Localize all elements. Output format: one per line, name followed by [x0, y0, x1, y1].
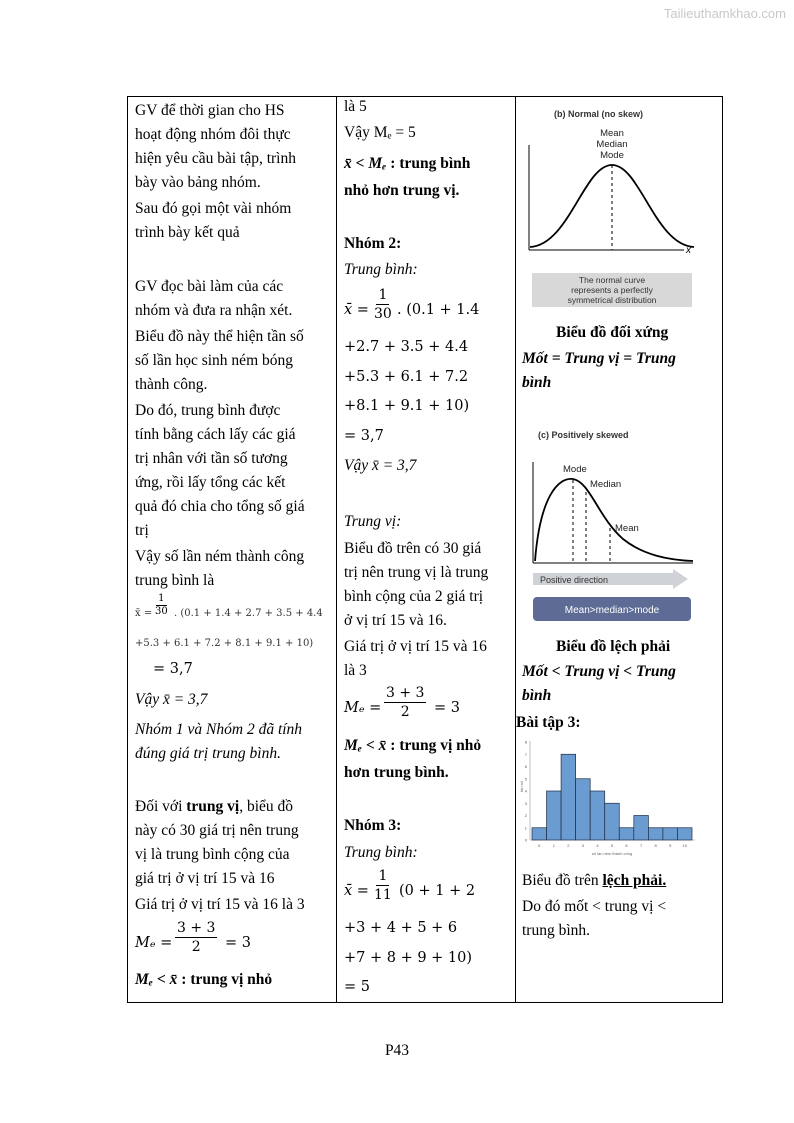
equation-line: = 5	[344, 979, 370, 995]
right-skew-rule: bình	[522, 687, 552, 704]
conclusion-line: x̄ < Mₑ : trung bình	[344, 155, 471, 172]
group-title: Nhóm 2:	[344, 235, 402, 252]
watermark: Tailieuthamkhao.com	[663, 6, 786, 21]
skew-mean-label: Mean	[615, 523, 639, 534]
histogram-bar	[619, 828, 634, 840]
x-tick-label: 4	[596, 843, 599, 848]
x-tick-label: 7	[639, 843, 643, 848]
equation-line: +2.7 + 3.5 + 4.4	[344, 339, 469, 355]
equation-line: (0 + 1 + 2	[399, 883, 476, 899]
histogram-bar	[663, 828, 678, 840]
y-tick-label: 6	[524, 764, 527, 769]
text-line: ứng, rồi lấy tổng các kết	[135, 474, 286, 491]
page-number: P43	[384, 1042, 410, 1059]
normal-curve-figure	[524, 105, 699, 310]
result-line: Vậy x̄ = 3,7	[135, 691, 208, 708]
equation-prefix: Mₑ =	[135, 935, 173, 951]
text-line: Giá trị ở vị trí 15 và 16 là 3	[135, 896, 305, 913]
symmetric-heading: Biểu đồ đối xứng	[556, 324, 669, 341]
x-tick-label: 2	[567, 843, 570, 848]
x-tick-label: 0	[538, 843, 541, 848]
histogram-bar	[576, 779, 591, 840]
right-skew-heading: Biểu đồ lệch phải	[556, 638, 671, 655]
text-line: vị là trung bình cộng của	[135, 846, 290, 863]
equation-line: +8.1 + 9.1 + 10)	[344, 398, 470, 414]
fraction: $\frac{1}{11}$	[374, 868, 392, 903]
equation-line: +5.3 + 6.1 + 7.2	[344, 369, 469, 385]
x-tick-label: 5	[610, 843, 614, 848]
y-tick-label: 3	[524, 800, 527, 806]
equation-line: . (0.1 + 1.4	[397, 302, 480, 318]
conclusion-line: Mₑ < x̄ : trung vị nhỏ	[344, 737, 482, 754]
x-tick-label: 1	[552, 843, 555, 848]
skew-median-label: Median	[590, 479, 622, 490]
fraction: $\frac{3 + 3}{2}$	[386, 685, 425, 720]
histogram-bar	[634, 816, 649, 841]
y-tick-label: 7	[524, 751, 527, 757]
text-line: Sau đó gọi một vài nhóm	[135, 200, 292, 217]
text-line: giá trị ở vị trí 15 và 16	[135, 870, 275, 887]
equation-line: +7 + 8 + 9 + 10)	[344, 950, 473, 966]
text-line: bình cộng của 2 giá trị	[344, 588, 484, 605]
text-line: này có 30 giá trị nên trung	[135, 822, 299, 839]
student-work-column	[337, 97, 516, 1002]
text-line: hoạt động nhóm đôi thực	[135, 126, 291, 143]
equation-line: = 3	[225, 935, 251, 951]
subheading: Trung vị:	[344, 513, 402, 530]
text-line: Do đó, trung bình được	[135, 402, 281, 419]
histogram-bar	[547, 791, 562, 840]
normal-median-label: Median	[596, 139, 628, 150]
fraction: $\frac{1}{30}$	[374, 287, 392, 322]
normal-mode-label: Mode	[600, 150, 624, 161]
text-line: GV đọc bài làm của các	[135, 278, 284, 295]
x-tick-label: 3	[581, 843, 585, 848]
x-axis-label: số lần ném thành công	[591, 851, 633, 856]
x-tick-label: 6	[625, 843, 628, 848]
normal-caption-line: The normal curve	[578, 275, 646, 285]
note-line: đúng giá trị trung bình.	[135, 745, 281, 762]
x-tick-label: 8	[654, 843, 657, 848]
histogram-bar	[561, 754, 576, 840]
text-line: quả đó chia cho tổng số giá	[135, 498, 305, 515]
text-line: nhóm và đưa ra nhận xét.	[135, 302, 293, 319]
text-line: thành công.	[135, 376, 208, 393]
y-tick-label: 8	[524, 739, 527, 745]
skewed-curve	[535, 479, 693, 561]
note-line: Nhóm 1 và Nhóm 2 đã tính	[135, 721, 303, 738]
equation-prefix: x̄ =	[344, 302, 369, 318]
symmetric-rule: bình	[522, 374, 552, 391]
group-title: Nhóm 3:	[344, 817, 402, 834]
text-line: trị nên trung vị là trung	[344, 564, 489, 581]
text-line: trung bình là	[135, 572, 215, 589]
equation-line: . (0.1 + 1.4 + 2.7 + 3.5 + 4.4	[174, 608, 323, 619]
skew-mode-label: Mode	[563, 464, 587, 475]
conclusion-line: hơn trung bình.	[344, 764, 449, 781]
x-tick-label: 9	[669, 843, 672, 848]
histogram-conclusion: Biểu đồ trên lệch phải.	[522, 872, 667, 889]
equation-line: = 3,7	[153, 661, 193, 677]
subheading: Trung bình:	[344, 261, 418, 278]
text-line: là 5	[344, 98, 367, 115]
normal-mean-label: Mean	[600, 128, 624, 139]
text-line: Do đó mốt < trung vị <	[522, 898, 667, 915]
text-line: GV để thời gian cho HS	[135, 102, 285, 119]
illustration-column	[516, 97, 723, 1002]
text-line: số lần học sinh ném bóng	[135, 352, 293, 369]
histogram-bar	[590, 791, 605, 840]
text-line: Đối với trung vị, biểu đồ	[135, 798, 294, 815]
symmetric-rule: Mốt = Trung vị = Trung	[522, 350, 676, 367]
teacher-activity-column	[128, 97, 337, 1002]
text-line: Vậy số lần ném thành công	[135, 548, 305, 565]
normal-x-label: x	[686, 245, 691, 256]
text-line: Vậy Mₑ = 5	[344, 124, 416, 141]
equation-prefix: x̄ =	[344, 883, 369, 899]
y-tick-label: 0	[524, 837, 527, 843]
normal-caption-line: symmetrical distribution	[567, 295, 657, 305]
normal-title: (b) Normal (no skew)	[554, 109, 644, 119]
equation-line: +5.3 + 6.1 + 7.2 + 8.1 + 9.1 + 10)	[135, 638, 314, 649]
equation-line: = 3	[434, 700, 460, 716]
y-tick-label: 2	[524, 813, 527, 818]
equation-prefix: x̄ =	[135, 608, 153, 619]
y-tick-label: 5	[524, 776, 527, 782]
text-line: bày vào bảng nhóm.	[135, 174, 261, 191]
fraction: $\frac{3 + 3}{2}$	[177, 920, 216, 955]
skewed-curve-figure	[528, 427, 698, 627]
text-line: Biểu đồ này thể hiện tần số	[135, 328, 304, 345]
text-line: trình bày kết quả	[135, 224, 240, 241]
lesson-table	[127, 96, 723, 1003]
fraction: $\frac{1}{30}$	[155, 593, 168, 617]
subheading: Trung bình:	[344, 844, 418, 861]
y-tick-label: 4	[524, 788, 527, 794]
y-axis-label: tần số	[519, 781, 524, 792]
histogram	[520, 737, 700, 859]
x-tick-label: 10	[682, 843, 687, 848]
histogram-bar	[677, 828, 692, 840]
equation-line: = 3,7	[344, 428, 384, 444]
text-line: là 3	[344, 662, 367, 679]
result-line: Vậy x̄ = 3,7	[344, 457, 417, 474]
y-tick-label: 1	[524, 825, 527, 831]
text-line: ở vị trí 15 và 16.	[344, 612, 447, 629]
text-line: Giá trị ở vị trí 15 và 16	[344, 638, 487, 655]
text-line: trị nhân với tần số tương	[135, 450, 288, 467]
text-line: trị	[135, 522, 149, 539]
equation-line: +3 + 4 + 5 + 6	[344, 920, 458, 936]
histogram-bar	[648, 828, 663, 840]
text-line: Biểu đồ trên có 30 giá	[344, 540, 482, 557]
skew-direction-label: Positive direction	[540, 575, 609, 585]
equation-prefix: Mₑ =	[344, 700, 382, 716]
right-skew-rule: Mốt < Trung vị < Trung	[522, 663, 676, 680]
text-line: tính bằng cách lấy các giá	[135, 426, 296, 443]
conclusion-line: nhỏ hơn trung vị.	[344, 182, 460, 199]
histogram-bar	[532, 828, 547, 840]
text-line: trung bình.	[522, 922, 591, 939]
histogram-bar	[605, 803, 620, 840]
normal-caption-line: represents a perfectly	[571, 285, 653, 295]
exercise-title: Bài tập 3:	[516, 714, 581, 731]
skew-order-label: Mean>median>mode	[564, 605, 660, 616]
skew-title: (c) Positively skewed	[538, 430, 629, 440]
conclusion-line: Mₑ < x̄ : trung vị nhỏ	[135, 971, 273, 988]
text-line: hiện yêu cầu bài tập, trình	[135, 150, 296, 167]
